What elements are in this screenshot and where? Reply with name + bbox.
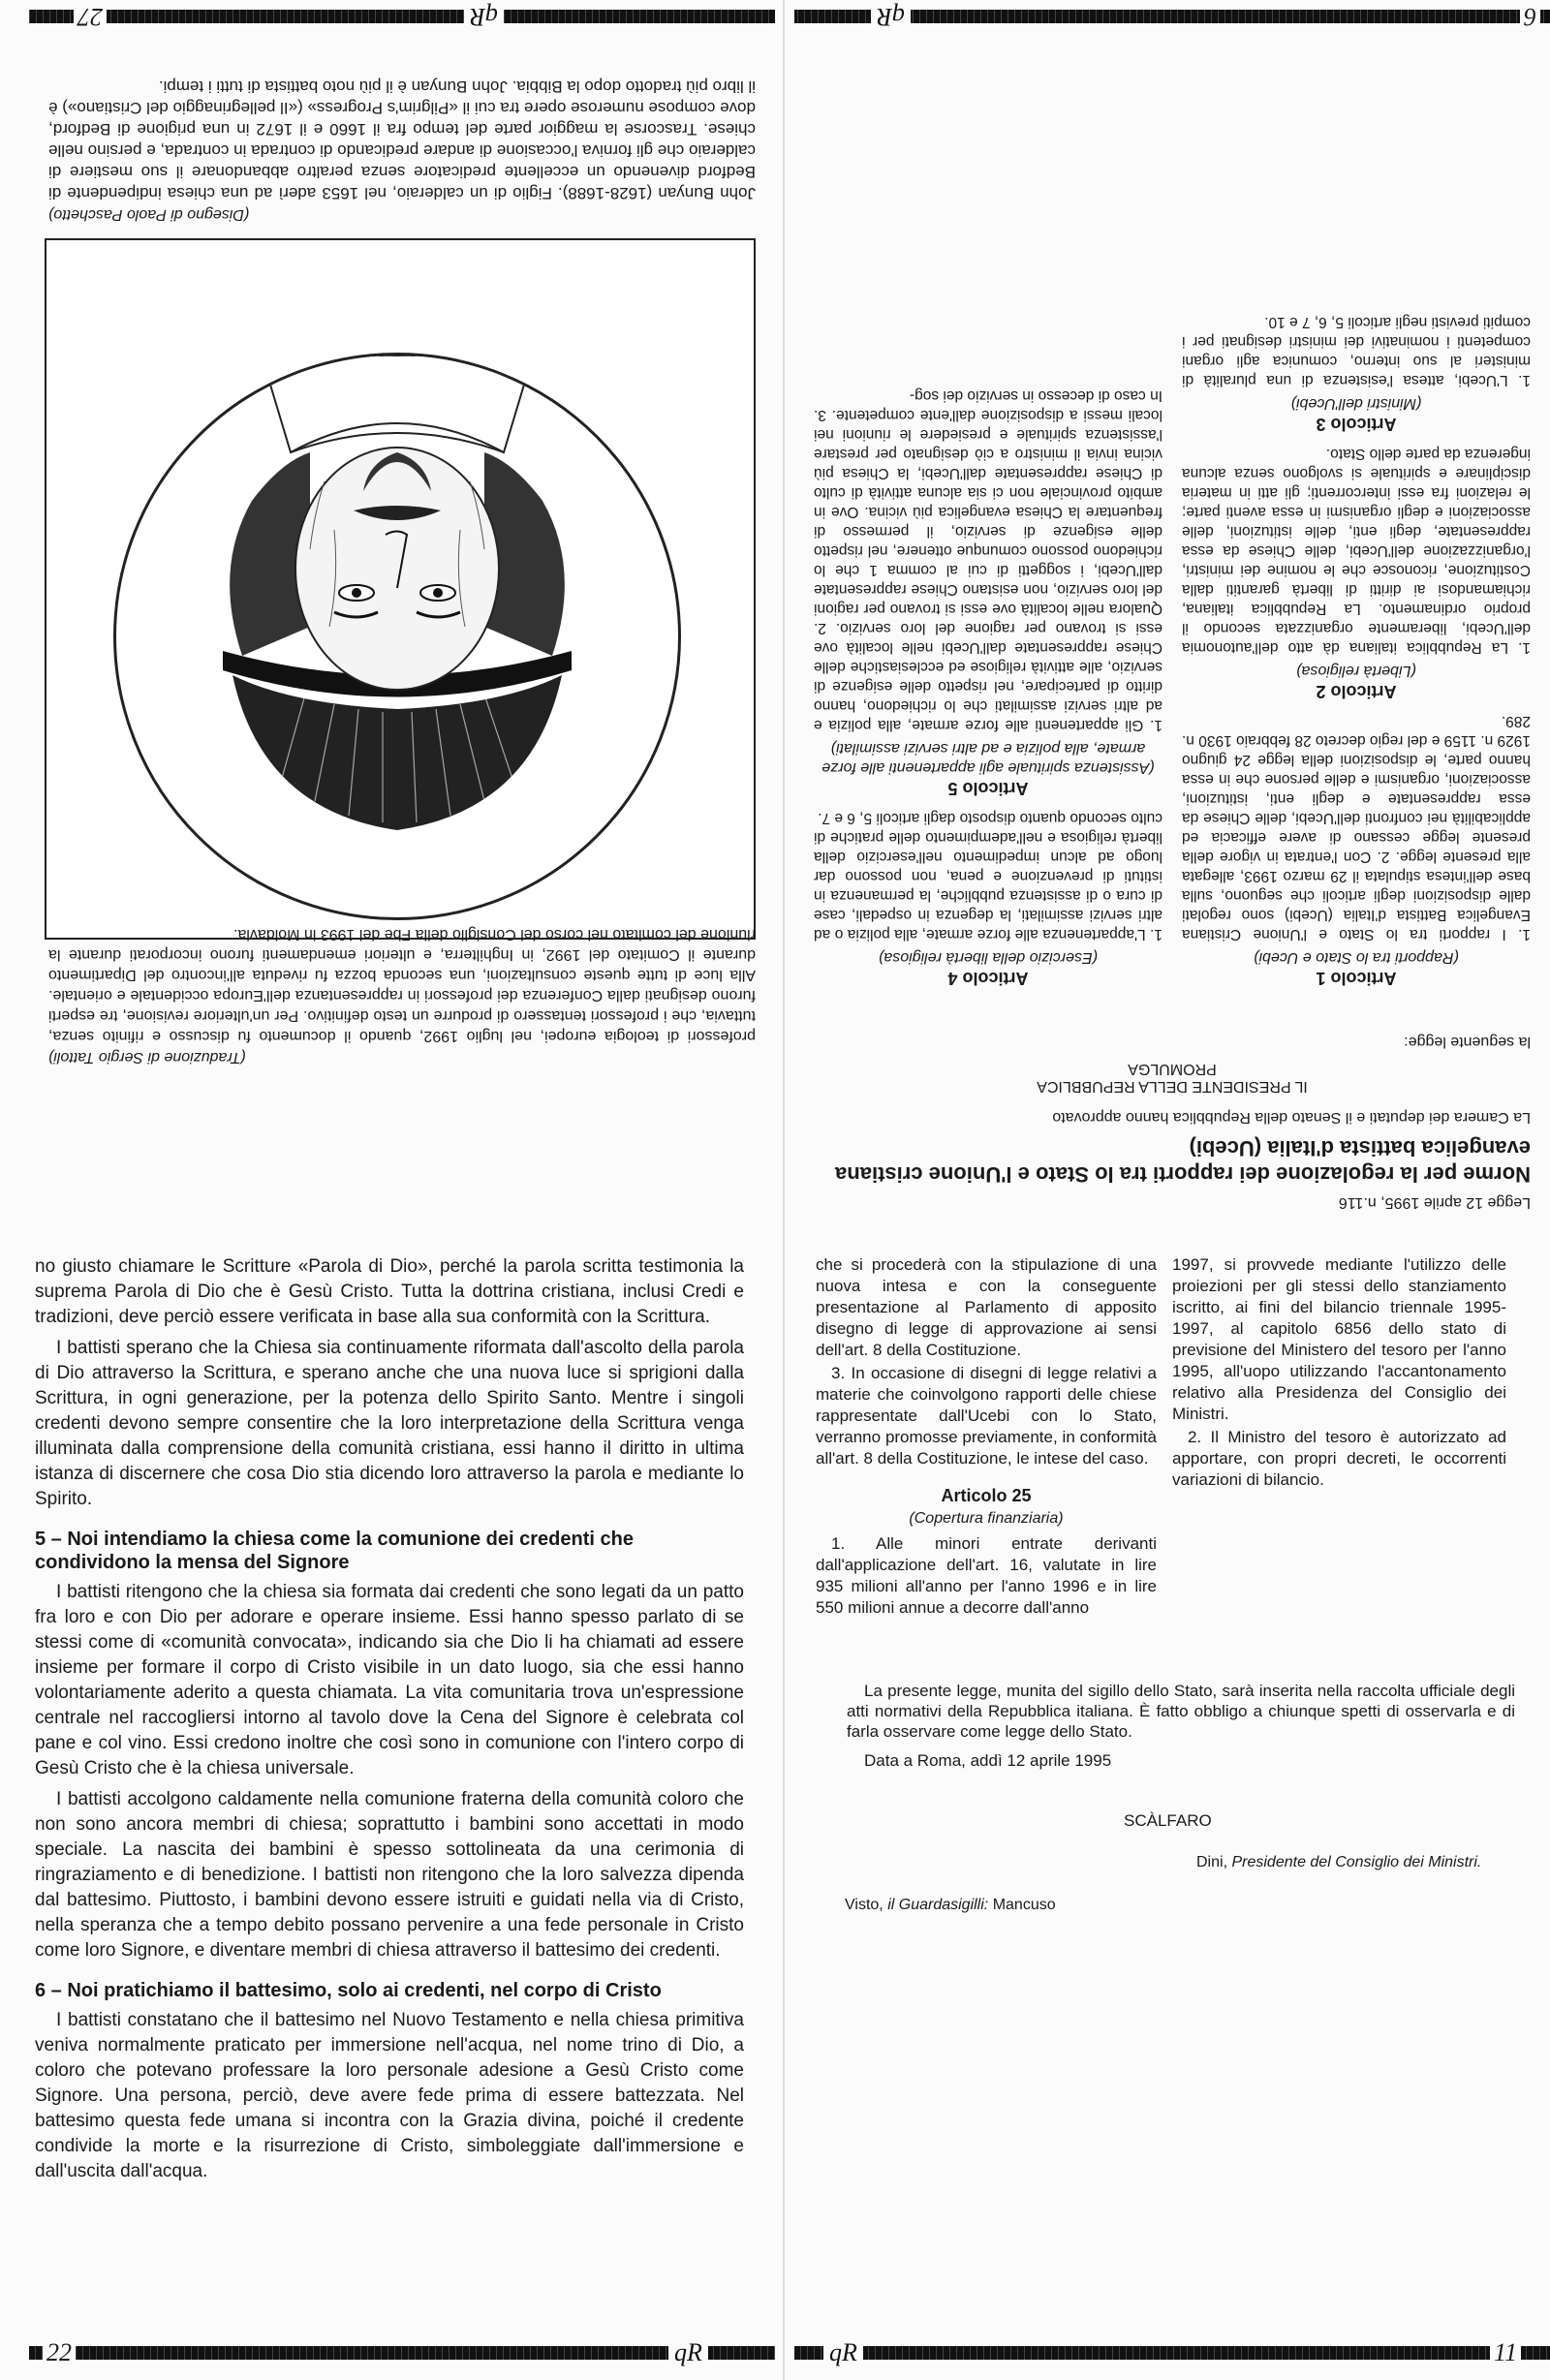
article-25-subtitle: (Copertura finanziaria) bbox=[909, 1510, 1064, 1527]
page-number: 11 bbox=[1490, 2340, 1521, 2365]
law-preamble: La Camera dei deputati e il Senato della Repubblica hanno approvato bbox=[1052, 1109, 1531, 1126]
article-5-title: Articolo 5 bbox=[947, 779, 1029, 798]
bio-paragraph: John Bunyan (1628-1688). Figlio di un calderaio, nel 1653 aderì ad una chiesa indipendente di Bedford divenendo un eccellente predicatore senza peraltro abbandonare il suo mestiere di calderaio che gli forniva l'occasione di andare predicando di contrada in contrada, e persino nelle chiese. Trascorse la maggior parte del tempo fra il 1660 e il 1672 in una prigione di Bedford, dove compose numerose opere tra cui il «Pilgrim's Progress» («Il pellegrinaggio del Cristiano») è il libro più tradotto dopo la Bibbia. John Bunyan è il più noto battista di tutti i tempi. bbox=[48, 77, 756, 202]
paragraph-children: I battisti accolgono caldamente nella comunione fraterna della comunità coloro che non sono ancora membri di chiesa; soprattutto i bambini sono accettati in modo speciale. La nascita dei bambini è spesso sottolineata da una cerimonia di ringraziamento e di benedizione. I battisti non ritengono che la loro salvezza dipenda dal battesimo. Piuttosto, i bambini devono essere istruiti e guidati nella via di Cristo, nella speranza che a tempo debito possano pervenire a una fede personale in Cristo come loro Signore, e diventare membri di chiesa attraverso il battesimo dei credenti. bbox=[35, 1789, 744, 1961]
article-3-subtitle: (Ministri dell'Ucebi) bbox=[1290, 395, 1422, 412]
page-label: qR bbox=[871, 4, 911, 29]
pm-name: Dini, bbox=[1196, 1854, 1228, 1870]
article-3-title: Articolo 3 bbox=[1316, 415, 1397, 434]
guardasigilli-line bbox=[845, 1897, 1056, 1914]
page-27-rotated bbox=[29, 0, 775, 1230]
section-5-heading: 5 – Noi intendiamo la chiesa come la comunione dei credenti che condividono la mensa del Signore bbox=[35, 1529, 634, 1573]
visto-role: il Guardasigilli: bbox=[887, 1897, 989, 1913]
section-6-heading: 6 – Noi pratichiamo il battesimo, solo ai credenti, nel corpo di Cristo bbox=[35, 1980, 662, 2001]
page-rule bbox=[794, 2346, 1550, 2360]
col1-paragraph: che si procederà con la stipulazione di una nuova intesa e con la conseguente presentazione al Parlamento di apposito disegno di legge di approvazione ai sensi dell'art. 8 della Costituzione. bbox=[816, 1255, 1157, 1359]
page-11-quadrant bbox=[794, 1230, 1550, 2380]
article-2-text: 1. La Repubblica italiana dà atto dell'autonomia dell'Ucebi, liberamente organizzata secondo il proprio ordinamento. La Repubblica italiana, richiamandosi ai diritti di libertà garantiti dalla Costituzione, riconosce che le nomine dei ministri, l'organizzazione dell'Ucebi, delle Chiese da essa rappresentate, degli enti, delle istituzioni, delle associazioni e degli organismi in essa aventi parte; le relazioni fra essi intercorrenti; gli atti in materia disciplinare e spirituale si svolgono senza alcuna ingerenza da parte dello Stato. bbox=[1182, 446, 1531, 656]
law-title: Norme per la regolazione dei rapporti tra lo Stato e l'Unione cristiana evangelica battista d'Italia (Ucebi) bbox=[835, 1136, 1531, 1187]
page-22-quadrant bbox=[29, 1230, 775, 2380]
baptist-text bbox=[35, 1254, 744, 2184]
article-3-text: 1. L'Ucebi, attesa l'esistenza di una pluralità di ministeri al suo interno, comunica agli organi competenti i nominativi dei ministri designati per i compiti previsti negli articoli 5, 6, 7 e 10. bbox=[1182, 314, 1531, 388]
promulga-line: PROMULGA bbox=[1128, 1061, 1217, 1077]
article-1-subtitle: (Rapporti tra lo Stato e Ucebi) bbox=[1254, 949, 1459, 966]
law-intro: la seguente legge: bbox=[1404, 1034, 1531, 1050]
article-4-title: Articolo 4 bbox=[947, 969, 1029, 988]
date-line: Data a Roma, addì 12 aprile 1995 bbox=[864, 1751, 1112, 1770]
law-column-2 bbox=[1172, 1254, 1506, 1491]
president-line: IL PRESIDENTE DELLA REPUBBLICA bbox=[1037, 1078, 1308, 1095]
article-1-title: Articolo 1 bbox=[1316, 969, 1397, 988]
law-date: Legge 12 aprile 1995, n.116 bbox=[1338, 1194, 1531, 1211]
page-number: 6 bbox=[1520, 4, 1540, 29]
page-label: qR bbox=[823, 2340, 863, 2365]
page-rule bbox=[29, 2346, 775, 2360]
page-6-quadrant bbox=[794, 0, 1550, 1230]
page-label: qR bbox=[464, 4, 504, 29]
articles-column-right bbox=[814, 386, 1162, 998]
page-label: qR bbox=[668, 2340, 708, 2365]
page-number: 27 bbox=[74, 4, 107, 29]
col2-paragraph: 1997, si provvede mediante l'utilizzo delle proiezioni per gli stessi dello stanziamento iscritto, ai fini del bilancio triennale 1995-1997, al capitolo 6856 dello stato di previsione del Ministero del tesoro per l'anno 1995, all'uopo utilizzando l'accantonamento relativo alla Presidenza del Consiglio dei Ministri. bbox=[1172, 1255, 1506, 1423]
intro-paragraph: no giusto chiamare le Scritture «Parola di Dio», perché la parola scritta testimonia la suprema Parola di Dio che è Gesù Cristo. Tutta la dottrina cristiana, inclusi Credi e tradizioni, deve perciò essere verificata in base alla sua conformità con la Scrittura. bbox=[35, 1256, 744, 1327]
closing-formula: La presente legge, munita del sigillo dello Stato, sarà inserita nella raccolta ufficiale degli atti normativi della Repubblica italiana. È fatto obbligo a chiunque spetti di osservarla e di farla osservare come legge dello Stato. bbox=[847, 1682, 1515, 1741]
portrait-medallion bbox=[113, 353, 681, 920]
article-1-text: 1. I rapporti tra lo Stato e l'Unione Cristiana Evangelica Battista d'Italia (Ucebi) sono regolati dalle disposizioni degli articoli che seguono, sulla base dell'intesa stipulata il 29 marzo 1993, allegata alla presente legge. 2. Con l'entrata in vigore della presente legge cessano di avere efficacia ed applicabilità nei confronti dell'Ucebi, delle Chiese da essa rappresentate e degli enti, istituzioni, associazioni, organismi e delle persone che in essa hanno parte, le disposizioni della legge 24 giugno 1929 n. 1159 e del regio decreto 28 febbraio 1930 n. 289. bbox=[1182, 713, 1531, 943]
article-4-subtitle: (Esercizio della libertà religiosa) bbox=[879, 949, 1098, 966]
articles-column-left bbox=[1182, 312, 1531, 998]
article-5-subtitle: (Assistenza spirituale agli appartenenti alle forze armate, alla polizia e ad altri servizi assimilati) bbox=[822, 740, 1155, 776]
law-header bbox=[814, 1033, 1531, 1211]
john-bunyan-portrait bbox=[116, 355, 678, 917]
page-27-quadrant bbox=[29, 0, 775, 1230]
history-paragraph: professori di teologia europei, nel luglio 1992, quando il documento fu discusso e rifinito senza, tuttavia, che i professori tentassero di produrre un testo definitivo. Per un'ulteriore revisione, tre esperti furono designati dalla Conferenza dei professori in rappresentanza dell'Europa occidentale e orientale. Alla luce di tutte queste consultazioni, una seconda bozza fu rivedutа all'incontro del Dipartimento durante il Comitato del 1992, in Inghilterra, e ulteriori emendamenti furono incorporati durante la riunione del comitato nel corso del Consiglio della Fbe del 1993 in Moldavia. bbox=[48, 926, 756, 1044]
col2-paragraph-2: 2. Il Ministro del tesoro è autorizzato ad apportare, con propri decreti, le occorrenti variazioni di bilancio. bbox=[1172, 1428, 1506, 1489]
visto-name: Mancuso bbox=[992, 1897, 1056, 1913]
prime-minister-signature bbox=[1196, 1854, 1481, 1871]
law-column-1 bbox=[816, 1254, 1157, 1619]
page-rule bbox=[29, 10, 775, 23]
pm-role: Presidente del Consiglio dei Ministri. bbox=[1231, 1854, 1482, 1870]
article-4-text: 1. L'appartenenza alle forze armate, alla polizia o ad altri servizi assimilati, la degenza in ospedali, case di cura o di assistenza pubbliche, la permanenza in istituti di prevenzione e pena, non possono dar luogo ad alcun impedimento nell'esercizio della libertà religiosa e nell'adempimento delle pratiche di culto secondo quanto disposto dagli articoli 5, 6 e 7. bbox=[814, 810, 1162, 943]
paragraph-baptism: I battisti constatano che il battesimo nel Nuovo Testamento e nella chiesa primitiva veniva normalmente praticato per immersione nell'acqua, nel nome trino di Dio, a coloro che potevano professare la loro personale adesione a Gesù Cristo come Signore. Una persona, perciò, deve avere fede prima di essere battezzata. Nel battesimo questa fede umana si incontra con la Grazia divina, poiché il credente condivide la morte e la risurrezione di Cristo, simboleggiate dall'immersione e dall'uscita dall'acqua. bbox=[35, 2010, 744, 2181]
page-number: 22 bbox=[43, 2340, 76, 2365]
article-2-subtitle: (Libertà religiosa) bbox=[1296, 663, 1416, 679]
paragraph-church: I battisti ritengono che la chiesa sia formata dai credenti che sono legati da un patto fra loro e con Dio per adorare e operare insieme. Essi hanno spesso parlato di se stessi come di «comunità convocata», indicando sia che Dio li ha chiamati ad essere insieme per formare il corpo di Cristo visibile in un dato luogo, sia che essi hanno volontariamente aderito a questa chiamata. La vita comunitaria trova un'espressione centrale nel raccogliersi intorno al tavolo dove la Cena del Signore è celebrata col pane e col vino. Essi credono inoltre che così sono in comunione con l'intero corpo di Gesù Cristo che è la chiesa universale. bbox=[35, 1582, 744, 1778]
article-25-title: Articolo 25 bbox=[941, 1486, 1032, 1505]
article-5-text: 1. Gli appartenenti alle forze armate, alla polizia e ad altri servizi assimilati che lo richiedono, hanno diritto di partecipare, nel rispetto delle esigenze di servizio, alle attività religiose ed ecclesiastiche delle Chiese rappresentate dall'Ucebi nelle località ove essi si trovano per ragione del loro servizio. 2. Qualora nelle località ove essi si trovano per ragioni del loro servizio, non esistano Chiese rappresentate dall'Ucebi, i soggetti di cui al comma 1 che lo richiedono possono comunque ottenere, nel rispetto delle esigenze di servizio, il permesso di frequentare la Chiesa evangelica più vicina. Ove in ambito provinciale non ci sia alcuna attività di culto di Chiese rappresentate dall'Ucebi, la Chiesa più vicina invia il ministro a ciò designato per prestare l'assistenza spirituale e presiedere le riunioni nei locali messi a disposizione dall'ente competente. 3. In caso di decesso in servizio dei sog- bbox=[814, 387, 1162, 733]
fold-line bbox=[783, 0, 785, 2380]
article-25-text: 1. Alle minori entrate derivanti dall'applicazione dell'art. 16, valutate in lire 935 milioni all'anno per l'anno 1996 e in lire 550 milioni annue a decorre dall'anno bbox=[816, 1534, 1157, 1617]
drawing-caption: (Disegno di Paolo Paschetto) bbox=[48, 206, 250, 223]
page-6-rotated bbox=[794, 0, 1550, 1230]
paragraph-scripture: I battisti sperano che la Chiesa sia continuamente riformata dall'ascolto della parola di Dio attraverso la Scrittura, e sperano anche che una nuova luce si sprigioni dalla Scrittura, in ogni generazione, per la potenza dello Spirito Santo. Mentre i singoli credenti devono sempre consentire che la loro interpretazione della Scrittura venga illuminata dalla comprensione della comunità cristiana, essi hanno il diritto in ultima istanza di discernere che cosa Dio stia dicendo loro attraverso la parola e mediante lo Spirito. bbox=[35, 1338, 744, 1509]
president-signature: SCÀLFARO bbox=[1124, 1811, 1212, 1830]
col1-paragraph-3: 3. In occasione di disegni di legge relativi a materie che coinvolgono rapporti delle chiese rappresentate dall'Ucebi con lo Stato, verranno promosse previamente, in conformità all'art. 8 della Costituzione, le intese del caso. bbox=[816, 1364, 1157, 1468]
portrait-frame bbox=[45, 238, 756, 940]
visto-label: Visto, bbox=[845, 1897, 884, 1913]
translation-credit: (Traduzione di Sergio Tattoli) bbox=[48, 1049, 246, 1066]
article-2-title: Articolo 2 bbox=[1316, 682, 1397, 701]
